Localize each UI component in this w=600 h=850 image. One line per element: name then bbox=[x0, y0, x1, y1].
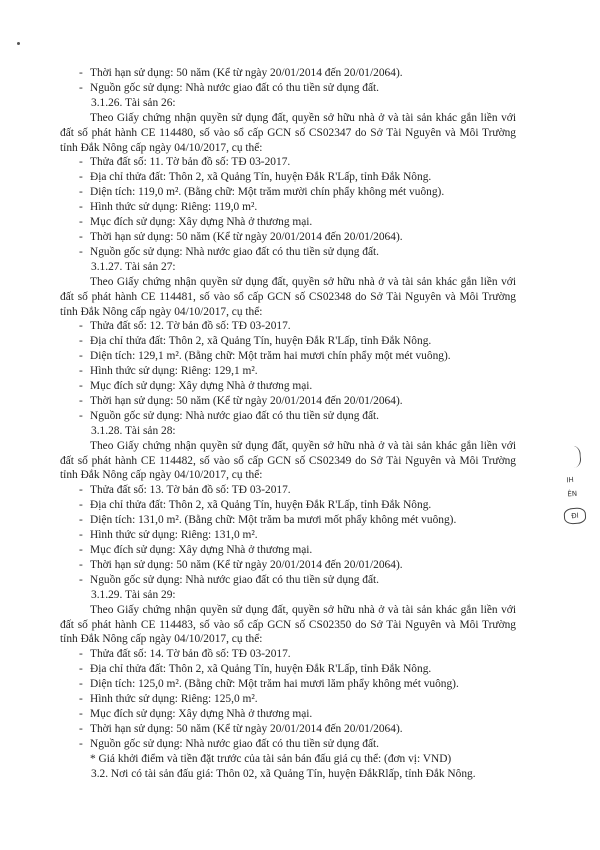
section-heading: 3.1.27. Tài sản 27: bbox=[91, 260, 176, 273]
list-item: - Hình thức sử dụng: Riêng: 129,1 m². bbox=[60, 364, 516, 379]
stamp-curve bbox=[561, 445, 581, 468]
list-item: - Địa chỉ thửa đất: Thôn 2, xã Quảng Tín, huyện Đắk R'Lấp, tỉnh Đắk Nông. bbox=[60, 498, 516, 513]
stamp-text-2: ÊN bbox=[567, 489, 578, 499]
list-item: - Diện tích: 125,0 m². (Bằng chữ: Một trăm hai mươi lăm phẩy không mét vuông). bbox=[60, 677, 516, 692]
list-item: - Nguồn gốc sử dụng: Nhà nước giao đất có thu tiền sử dụng đất. bbox=[60, 81, 516, 96]
list-item: - Địa chỉ thửa đất: Thôn 2, xã Quảng Tín, huyện Đắk R'Lấp, tỉnh Đắk Nông. bbox=[60, 662, 516, 677]
section-heading: 3.1.26. Tài sản 26: bbox=[91, 96, 176, 109]
section-heading: 3.1.29. Tài sản 29: bbox=[91, 588, 176, 601]
list-item: - Thời hạn sử dụng: 50 năm (Kể từ ngày 20/01/2014 đến 20/01/2064). bbox=[60, 230, 516, 245]
list-item: - Mục đích sử dụng: Xây dựng Nhà ở thương mại. bbox=[60, 543, 516, 558]
list-item: - Mục đích sử dụng: Xây dựng Nhà ở thương mại. bbox=[60, 379, 516, 394]
list-item: - Nguồn gốc sử dụng: Nhà nước giao đất có thu tiền sử dụng đất. bbox=[60, 573, 516, 588]
list-item: - Nguồn gốc sử dụng: Nhà nước giao đất có thu tiền sử dụng đất. bbox=[60, 409, 516, 424]
list-item: - Hình thức sử dụng: Riêng: 131,0 m². bbox=[60, 528, 516, 543]
stamp-text-3: ĐI bbox=[563, 507, 586, 524]
stamp-text-1: ΙΗ bbox=[566, 475, 575, 485]
list-item: - Mục đích sử dụng: Xây dựng Nhà ở thương mại. bbox=[60, 707, 516, 722]
note-line: * Giá khởi điểm và tiền đặt trước của tài sản bán đấu giá cụ thể: (đơn vị: VND) bbox=[90, 752, 452, 765]
list-item: - Thửa đất số: 14. Tờ bản đồ số: TĐ 03-2017. bbox=[60, 647, 516, 662]
paragraph: Theo Giấy chứng nhận quyền sử dụng đất, quyền sở hữu nhà ở và tài sản khác gắn liền với đất số phát hành CE 114480, số vào sổ cấp GCN số CS02347 do Sở Tài Nguyên và Môi Trường tỉnh Đắk Nông cấp ngày 04/10/2017, cụ thể: bbox=[60, 111, 516, 154]
list-item: - Thửa đất số: 13. Tờ bản đồ số: TĐ 03-2017. bbox=[60, 483, 516, 498]
paragraph: Theo Giấy chứng nhận quyền sử dụng đất, quyền sở hữu nhà ở và tài sản khác gắn liền với đất số phát hành CE 114483, số vào sổ cấp GCN số CS02350 do Sở Tài Nguyên và Môi Trường tỉnh Đắk Nông cấp ngày 04/10/2017, cụ thể: bbox=[60, 603, 516, 646]
list-item: - Diện tích: 119,0 m². (Bằng chữ: Một trăm mười chín phẩy không mét vuông). bbox=[60, 185, 516, 200]
list-item: - Thửa đất số: 12. Tờ bản đồ số: TĐ 03-2017. bbox=[60, 319, 516, 334]
section-heading: 3.2. Nơi có tài sản đấu giá: Thôn 02, xã Quảng Tín, huyện ĐắkRlấp, tỉnh Đắk Nông. bbox=[91, 767, 476, 780]
section-heading: 3.1.28. Tài sản 28: bbox=[91, 424, 176, 437]
list-item: - Hình thức sử dụng: Riêng: 125,0 m². bbox=[60, 692, 516, 707]
list-item: - Thời hạn sử dụng: 50 năm (Kể từ ngày 20/01/2014 đến 20/01/2064). bbox=[60, 394, 516, 409]
list-item: - Địa chỉ thửa đất: Thôn 2, xã Quảng Tín, huyện Đắk R'Lấp, tỉnh Đắk Nông. bbox=[60, 170, 516, 185]
document-body bbox=[60, 66, 516, 782]
scan-dot bbox=[17, 42, 20, 45]
list-item: - Nguồn gốc sử dụng: Nhà nước giao đất có thu tiền sử dụng đất. bbox=[60, 245, 516, 260]
seal-stamp bbox=[557, 445, 589, 531]
list-item: - Địa chỉ thửa đất: Thôn 2, xã Quảng Tín, huyện Đắk R'Lấp, tỉnh Đắk Nông. bbox=[60, 334, 516, 349]
paragraph: Theo Giấy chứng nhận quyền sử dụng đất, quyền sở hữu nhà ở và tài sản khác gắn liền với đất số phát hành CE 114482, số vào sổ cấp GCN số CS02349 do Sở Tài Nguyên và Môi Trường tỉnh Đắk Nông cấp ngày 04/10/2017, cụ thể: bbox=[60, 439, 516, 482]
list-item: - Diện tích: 131,0 m². (Bằng chữ: Một trăm ba mươi mốt phẩy không mét vuông). bbox=[60, 513, 516, 528]
list-item: - Thời hạn sử dụng: 50 năm (Kể từ ngày 20/01/2014 đến 20/01/2064). bbox=[60, 558, 516, 573]
list-item: - Thời hạn sử dụng: 50 năm (Kể từ ngày 20/01/2014 đến 20/01/2064). bbox=[60, 722, 516, 737]
paragraph: Theo Giấy chứng nhận quyền sử dụng đất, quyền sở hữu nhà ở và tài sản khác gắn liền với đất số phát hành CE 114481, số vào sổ cấp GCN số CS02348 do Sở Tài Nguyên và Môi Trường tỉnh Đắk Nông cấp ngày 04/10/2017, cụ thể: bbox=[60, 275, 516, 318]
list-item: - Nguồn gốc sử dụng: Nhà nước giao đất có thu tiền sử dụng đất. bbox=[60, 737, 516, 752]
list-item: - Thời hạn sử dụng: 50 năm (Kể từ ngày 20/01/2014 đến 20/01/2064). bbox=[60, 66, 516, 81]
list-item: - Hình thức sử dụng: Riêng: 119,0 m². bbox=[60, 200, 516, 215]
list-item: - Diện tích: 129,1 m². (Bằng chữ: Một trăm hai mươi chín phẩy một mét vuông). bbox=[60, 349, 516, 364]
list-item: - Mục đích sử dụng: Xây dựng Nhà ở thương mại. bbox=[60, 215, 516, 230]
list-item: - Thửa đất số: 11. Tờ bản đồ số: TĐ 03-2017. bbox=[60, 155, 516, 170]
